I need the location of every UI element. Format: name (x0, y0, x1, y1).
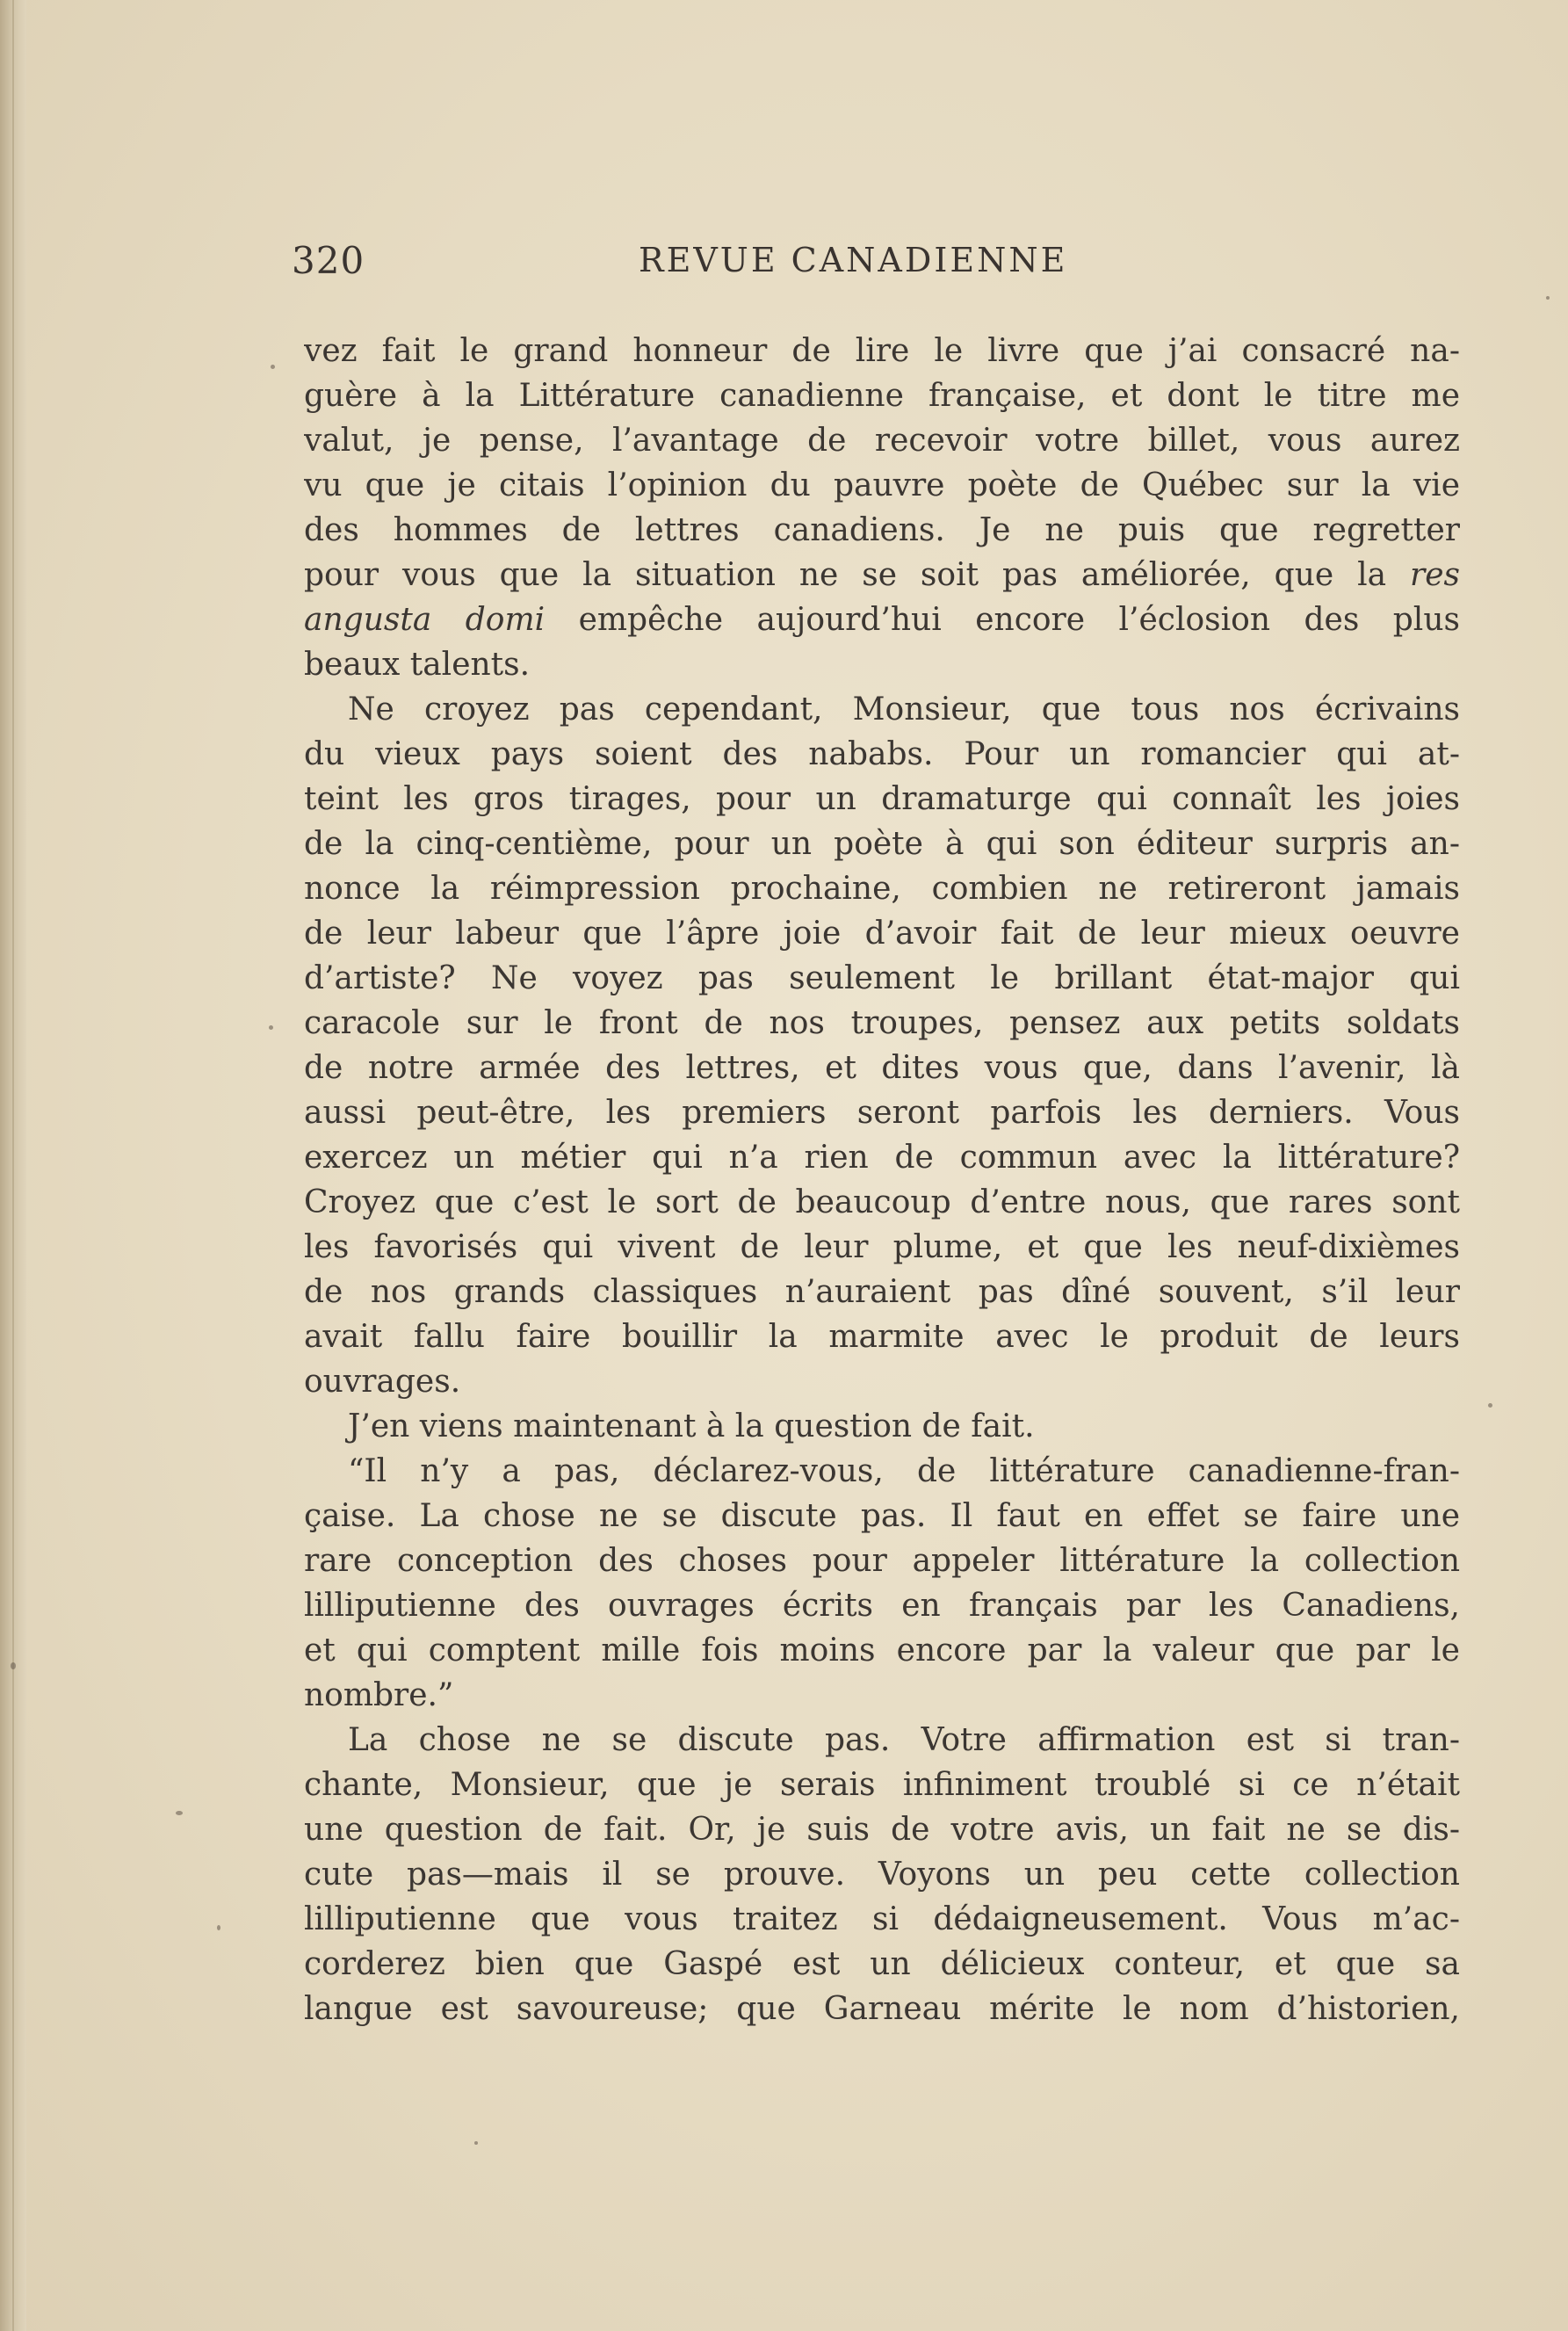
text-line: Croyez que c’est le sort de beaucoup d’entre nous, que rares sont (304, 1184, 1460, 1220)
text-line: lilliputienne des ouvrages écrits en français par les Canadiens, (304, 1588, 1460, 1624)
italic-phrase: angusta domi (304, 602, 546, 638)
text-line: du vieux pays soient des nababs. Pour un romancier qui at- (304, 736, 1460, 772)
text-line: langue est savoureuse; que Garneau mérite le nom d’historien, (304, 1991, 1460, 2027)
paragraph-end-line: nombre.” (304, 1677, 454, 1713)
page-number: 320 (292, 239, 365, 282)
binding-edge (12, 0, 14, 2331)
text-line: avait fallu faire bouillir la marmite avec le produit de leurs (304, 1319, 1460, 1355)
text-line: exercez un métier qui n’a rien de commun avec la littérature? (304, 1140, 1460, 1176)
text-line: de la cinq-centième, pour un poète à qui son éditeur surpris an- (304, 826, 1460, 862)
paragraph-start-line: La chose ne se discute pas. Votre affirmation est si tran- (348, 1722, 1460, 1758)
text-line: lilliputienne que vous traitez si dédaigneusement. Vous m’ac- (304, 1901, 1460, 1937)
text-run: empêche aujourd’hui encore l’éclosion des plus (545, 602, 1460, 638)
text-line: les favorisés qui vivent de leur plume, et que les neuf-dixièmes (304, 1229, 1460, 1265)
text-line: chante, Monsieur, que je serais infiniment troublé si ce n’était (304, 1767, 1460, 1803)
paper-speck (217, 1925, 220, 1930)
text-line: corderez bien que Gaspé est un délicieux conteur, et que sa (304, 1946, 1460, 1982)
paper-speck (474, 2141, 478, 2145)
paragraph-end-line: beaux talents. (304, 647, 531, 683)
text-run: pour vous que la situation ne se soit pas améliorée, que la (304, 557, 1410, 593)
text-line: aussi peut-être, les premiers seront parfois les derniers. Vous (304, 1095, 1460, 1131)
text-line: nonce la réimpression prochaine, combien ne retireront jamais (304, 871, 1460, 907)
paper-speck (176, 1811, 183, 1815)
paper-speck (271, 365, 275, 369)
paper-speck (1546, 296, 1550, 300)
text-line: et qui comptent mille fois moins encore par la valeur que par le (304, 1632, 1460, 1669)
italic-phrase: res (1410, 557, 1460, 593)
paragraph-end-line: ouvrages. (304, 1364, 461, 1400)
body-text (304, 329, 1460, 2031)
text-line: des hommes de lettres canadiens. Je ne puis que regretter (304, 512, 1460, 548)
paper-speck (1488, 1403, 1492, 1408)
running-title: REVUE CANADIENNE (639, 241, 1068, 279)
paper-speck (11, 1662, 16, 1669)
text-line: de leur labeur que l’âpre joie d’avoir fait de leur mieux oeuvre (304, 916, 1460, 952)
text-line: guère à la Littérature canadienne française, et dont le titre me (304, 378, 1460, 414)
paragraph-start-line: Ne croyez pas cependant, Monsieur, que tous nos écrivains (348, 691, 1460, 728)
text-line: valut, je pense, l’avantage de recevoir votre billet, vous aurez (304, 423, 1460, 459)
text-line: de nos grands classiques n’auraient pas dîné souvent, s’il leur (304, 1274, 1460, 1310)
text-line: vez fait le grand honneur de lire le livre que j’ai consacré na- (304, 333, 1460, 369)
text-line: une question de fait. Or, je suis de votre avis, un fait ne se dis- (304, 1812, 1460, 1848)
text-line: de notre armée des lettres, et dites vous que, dans l’avenir, là (304, 1050, 1460, 1086)
paragraph-line: J’en viens maintenant à la question de fait. (348, 1408, 1035, 1444)
paper-speck (269, 1025, 273, 1030)
running-header (292, 239, 1109, 288)
text-line: vu que je citais l’opinion du pauvre poète de Québec sur la vie (304, 467, 1460, 503)
text-line: teint les gros tirages, pour un dramaturge qui connaît les joies (304, 781, 1460, 817)
paragraph-start-line: “Il n’y a pas, déclarez-vous, de littérature canadienne-fran- (348, 1453, 1460, 1489)
text-line: cute pas—mais il se prouve. Voyons un peu cette collection (304, 1857, 1460, 1893)
text-line: caracole sur le front de nos troupes, pensez aux petits soldats (304, 1005, 1460, 1041)
text-line (304, 597, 1460, 642)
text-line: rare conception des choses pour appeler littérature la collection (304, 1543, 1460, 1579)
text-line (304, 553, 1460, 597)
text-line: çaise. La chose ne se discute pas. Il faut en effet se faire une (304, 1498, 1460, 1534)
text-line: d’artiste? Ne voyez pas seulement le brillant état-major qui (304, 960, 1460, 996)
